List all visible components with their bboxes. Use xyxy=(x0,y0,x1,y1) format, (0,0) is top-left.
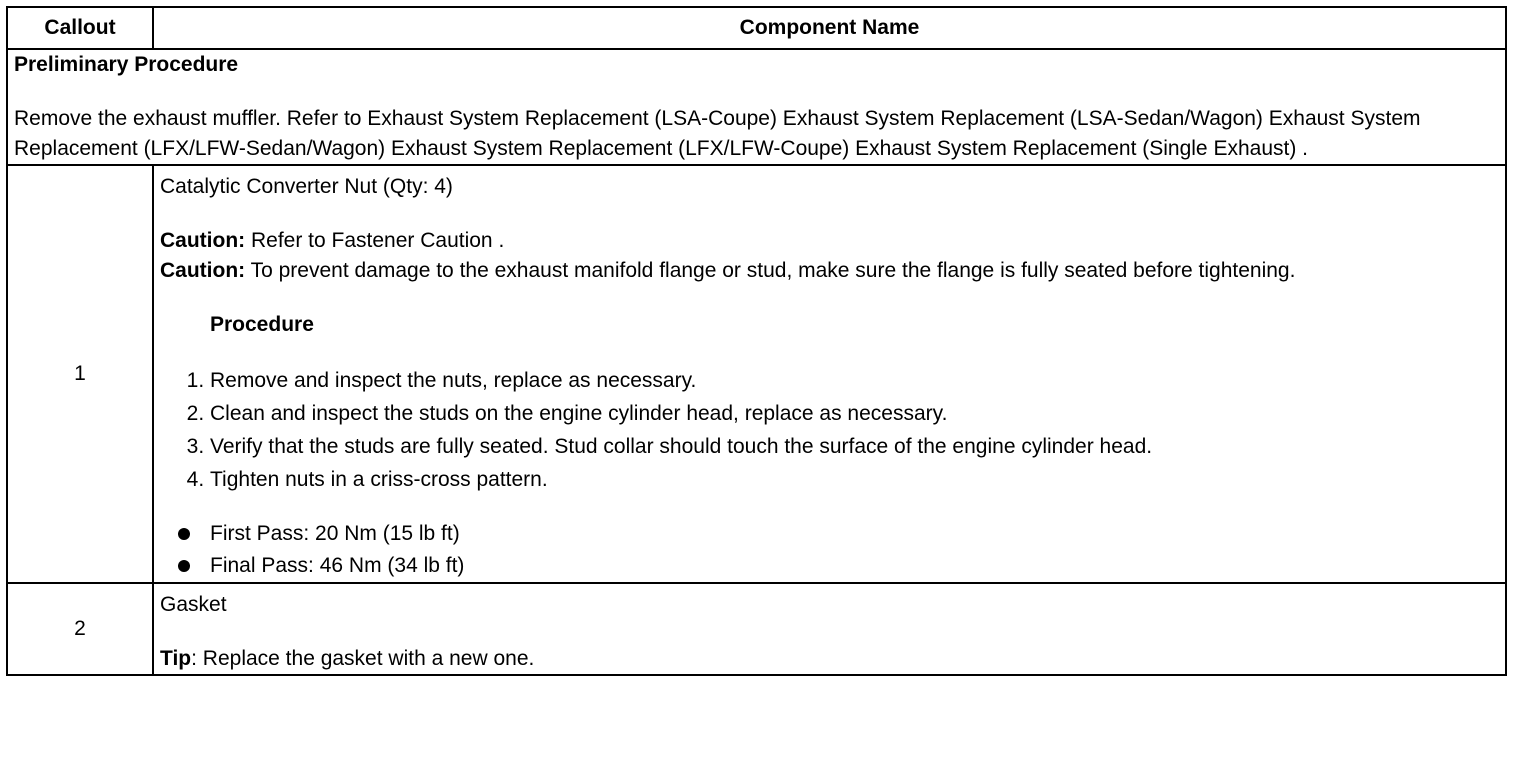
torque-pass xyxy=(160,518,1499,550)
caution-note xyxy=(160,256,1499,286)
bullet-icon xyxy=(178,560,190,572)
tip-label: Tip xyxy=(160,647,192,670)
callout-number: 2 xyxy=(7,583,153,675)
torque-passes xyxy=(160,518,1499,582)
preliminary-row xyxy=(7,49,1506,165)
caution-label: Caution: xyxy=(160,229,246,252)
component-name: Gasket xyxy=(160,593,227,616)
table-row xyxy=(7,583,1506,675)
procedure-step: 3. Verify that the studs are fully seated. Stud collar should touch the surface of the engine cylinder head. xyxy=(210,430,1499,463)
component-cell xyxy=(153,165,1506,583)
preliminary-cell xyxy=(7,49,1506,165)
component-name-header: Component Name xyxy=(153,7,1506,49)
procedure-step: 4. Tighten nuts in a criss-cross pattern. xyxy=(210,463,1499,496)
component-name: Catalytic Converter Nut (Qty: 4) xyxy=(160,175,453,198)
caution-text: To prevent damage to the exhaust manifold flange or stud, make sure the flange is fully seated before tightening. xyxy=(245,259,1296,282)
torque-pass-text: Final Pass: 46 Nm (34 lb ft) xyxy=(210,554,465,577)
callout-number: 1 xyxy=(7,165,153,583)
procedure-steps xyxy=(160,364,1499,496)
torque-pass xyxy=(160,550,1499,582)
procedure-table xyxy=(6,6,1507,676)
tip-note xyxy=(160,644,1499,674)
torque-pass-text: First Pass: 20 Nm (15 lb ft) xyxy=(210,522,460,545)
bullet-icon xyxy=(178,528,190,540)
caution-note xyxy=(160,226,1499,256)
component-cell xyxy=(153,583,1506,675)
tip-text: : Replace the gasket with a new one. xyxy=(191,647,535,670)
preliminary-text: Remove the exhaust muffler. Refer to Exhaust System Replacement (LSA-Coupe) Exhaust System Replacement (LSA-Sedan/Wagon) Exhaust System Replacement (LFX/LFW-Sedan/Wagon) Exhaust System Replacement (LFX/LFW-Coupe) Exhaust System Replacement (Single Exhaust) . xyxy=(14,107,1421,160)
header-row xyxy=(7,7,1506,49)
caution-label: Caution: xyxy=(160,259,246,282)
procedure-step: 1. Remove and inspect the nuts, replace as necessary. xyxy=(210,364,1499,397)
procedure-title: Procedure xyxy=(210,313,314,336)
table-row xyxy=(7,165,1506,583)
callout-header: Callout xyxy=(7,7,153,49)
preliminary-title: Preliminary Procedure xyxy=(14,53,239,76)
caution-text: Refer to Fastener Caution . xyxy=(245,229,505,252)
procedure-step: 2. Clean and inspect the studs on the engine cylinder head, replace as necessary. xyxy=(210,397,1499,430)
